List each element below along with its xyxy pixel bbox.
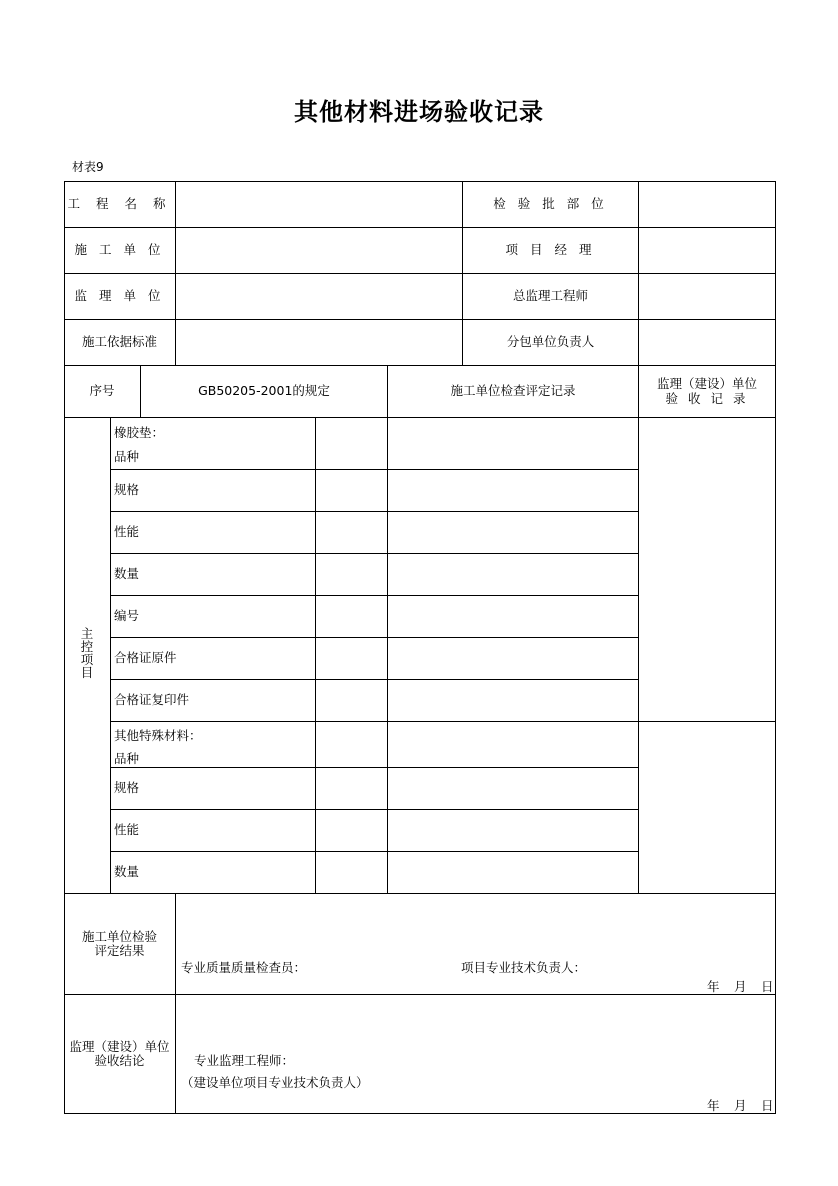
item-label: 品种 <box>114 751 140 766</box>
project-name-field[interactable] <box>176 181 462 227</box>
group-heading: 橡胶垫： <box>114 425 165 440</box>
row-divider <box>64 417 776 418</box>
subcontract-field[interactable] <box>639 320 775 365</box>
border-right <box>775 181 776 1114</box>
col-divider <box>387 417 388 893</box>
page-title: 其他材料进场验收记录 <box>294 97 544 126</box>
date-day: 日 <box>761 1098 774 1113</box>
seq-header: 序号 <box>89 383 115 399</box>
item-label: 编号 <box>114 608 140 624</box>
item-label: 合格证复印件 <box>114 692 190 708</box>
item-label: 规格 <box>114 482 140 498</box>
inspection-lot-field[interactable] <box>639 181 775 227</box>
item-label: 规格 <box>114 780 140 796</box>
col-divider <box>315 417 316 893</box>
inspection-lot-label: 检 验 批 部 位 <box>493 195 608 211</box>
item-label: 合格证原件 <box>114 650 177 666</box>
form-code: 材表9 <box>72 160 104 174</box>
standard-label: 施工依据标准 <box>81 334 157 350</box>
owner-tech-lead-note: （建设单位项目专业技术负责人） <box>181 1075 369 1090</box>
supervision-engineer-label: 专业监理工程师： <box>194 1053 295 1068</box>
project-manager-field[interactable] <box>639 228 775 273</box>
construction-record-header: 施工单位检查评定记录 <box>450 383 576 399</box>
date-day: 日 <box>761 979 774 994</box>
item-label: 性能 <box>114 524 140 540</box>
date-month: 月 <box>734 979 747 994</box>
quality-inspector-label: 专业质量质量检查员： <box>181 960 307 975</box>
construction-result-label <box>64 894 175 994</box>
acceptance-form <box>64 181 776 1114</box>
supervision-record-header-line2: 验 收 记 录 <box>665 390 749 406</box>
supervision-result-label-line2: 验收结论 <box>94 1053 145 1068</box>
item-label: 数量 <box>114 864 140 880</box>
col-divider <box>638 417 639 893</box>
group-heading: 其他特殊材料： <box>114 728 202 743</box>
supervision-record-header <box>639 366 775 417</box>
project-manager-label: 项 目 经 理 <box>505 242 596 258</box>
construction-unit-field[interactable] <box>176 228 462 273</box>
construction-result-label-line1: 施工单位检验 <box>81 928 157 944</box>
main-control-label: 主控项目 <box>80 626 94 680</box>
supervision-unit-label: 监 理 单 位 <box>74 288 165 304</box>
project-name-label: 工 程 名 称 <box>67 195 172 211</box>
subcontract-label: 分包单位负责人 <box>506 334 595 350</box>
chief-supervisor-field[interactable] <box>639 274 775 319</box>
date-month: 月 <box>734 1098 747 1113</box>
supervision-unit-field[interactable] <box>176 274 462 319</box>
item-label: 性能 <box>114 822 140 838</box>
spec-header: GB50205-2001的规定 <box>198 383 330 399</box>
chief-supervisor-label: 总监理工程师 <box>512 288 588 304</box>
construction-result-label-line2: 评定结果 <box>94 943 145 958</box>
tech-lead-label: 项目专业技术负责人： <box>461 960 587 975</box>
row-divider <box>110 721 776 722</box>
supervision-result-label <box>64 995 175 1113</box>
col-divider <box>175 893 176 1114</box>
item-label: 数量 <box>114 566 140 582</box>
date-year: 年 <box>707 979 720 994</box>
supervision-result-label-line1: 监理（建设）单位 <box>69 1038 170 1054</box>
supervision-record-header-line1: 监理（建设）单位 <box>656 376 757 392</box>
date-year: 年 <box>707 1098 720 1113</box>
item-label: 品种 <box>114 449 140 464</box>
standard-field[interactable] <box>176 320 462 365</box>
border-bottom <box>64 1113 776 1114</box>
construction-unit-label: 施 工 单 位 <box>74 242 165 258</box>
